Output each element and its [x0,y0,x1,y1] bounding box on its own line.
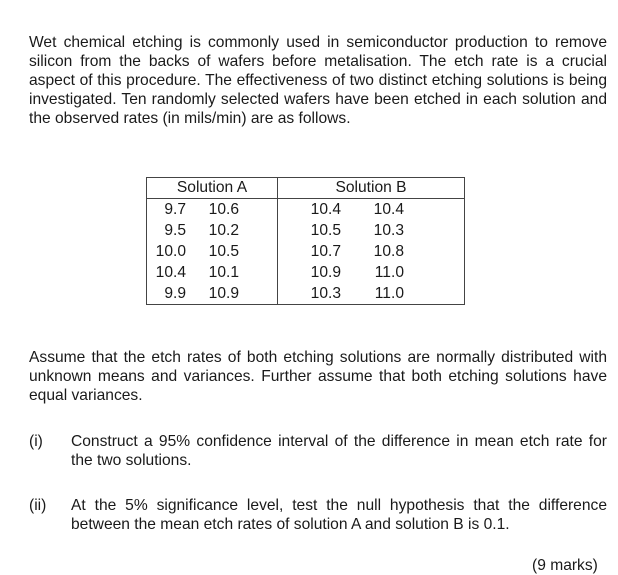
solution-b-value: 11.0 [374,263,404,281]
solution-a-value: 10.6 [208,200,239,218]
question-text: Construct a 95% confidence interval of the difference in mean etch rate for the two solutions. [71,433,607,469]
solution-a-value: 10.1 [208,263,239,281]
solution-a-value: 10.4 [155,263,186,281]
question-text: At the 5% significance level, test the null hypothesis that the difference between the mean etch rates of solution A and solution B is 0.1. [71,497,607,533]
solution-a-value: 10.2 [208,221,239,239]
table-row [147,262,465,283]
solution-a-value: 10.0 [155,242,186,260]
solution-a-value: 9.9 [164,284,186,302]
solution-a-value: 10.5 [208,242,239,260]
header-solution-a: Solution A [147,178,278,199]
solution-b-value: 10.8 [373,242,404,260]
table-row [147,241,465,262]
table-row [147,283,465,305]
assumption-paragraph: Assume that the etch rates of both etching solutions are normally distributed with unknown means and variances. Further assume that both etching solutions have equal variances. [29,349,607,404]
solution-b-value: 10.5 [310,221,341,239]
etch-rate-table [146,177,465,305]
solution-b-value: 10.3 [373,221,404,239]
solution-b-value: 11.0 [374,284,404,302]
intro-paragraph: Wet chemical etching is commonly used in semiconductor production to remove silicon from the backs of wafers before metalisation. The etch rate is a crucial aspect of this procedure. The effectiveness of two distinct etching solutions is being investigated. Ten randomly selected wafers have been etched in each solution and the observed rates (in mils/min) are as follows. [29,34,607,127]
solution-b-value: 10.3 [310,284,341,302]
solution-a-value: 9.5 [164,221,186,239]
marks-label: (9 marks) [532,557,598,574]
table-row [147,199,465,221]
table-row [147,220,465,241]
solution-b-value: 10.7 [310,242,341,260]
solution-b-value: 10.4 [310,200,341,218]
question-number: (ii) [29,497,47,514]
solution-a-value: 9.7 [164,200,186,218]
solution-b-value: 10.4 [373,200,404,218]
question-number: (i) [29,433,43,450]
solution-a-value: 10.9 [208,284,239,302]
solution-b-value: 10.9 [310,263,341,281]
header-solution-b: Solution B [278,178,465,199]
